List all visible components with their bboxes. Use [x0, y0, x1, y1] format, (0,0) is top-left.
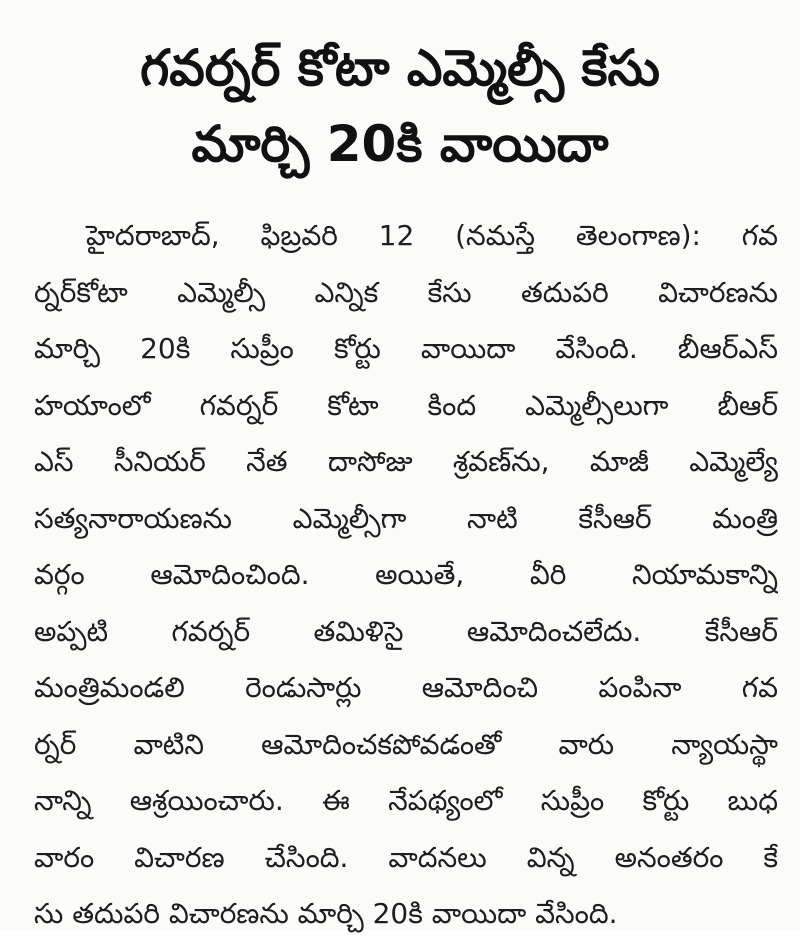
body-line: హైదరాబాద్, ఫిబ్రవరి 12 (నమస్తే తెలంగాణ): గవ: [86, 219, 778, 252]
body-line: మార్చి 20కి సుప్రీం కోర్టు వాయిదా వేసింది. బీఆర్‌ఎస్: [34, 332, 778, 365]
headline: [24, 30, 776, 182]
body-line: మంత్రిమండలి రెండుసార్లు ఆమోదించి పంపినా గవ: [34, 671, 778, 704]
body-line: ర్నర్‌కోటా ఎమ్మెల్సీ ఎన్నిక కేసు తదుపరి విచారణను: [34, 275, 778, 309]
body-line: హయాంలో గవర్నర్ కోటా కింద ఎమ్మెల్సీలుగా బీఆర్: [34, 388, 778, 422]
body-line: ర్నర్ వాటిని ఆమోదించకపోవడంతో వారు న్యాయస్థా: [34, 727, 778, 761]
body-line: వర్గం ఆమోదించింది. అయితే, వీరి నియామకాన్ని: [34, 558, 778, 591]
headline-line-1: గవర్నర్ కోటా ఎమ్మెల్సీ కేసు: [140, 39, 660, 97]
body-line: ఎస్ సీనియర్ నేత దాసోజు శ్రవణ్‌ను, మాజీ ఎమ్మెల్యే: [34, 445, 778, 478]
body-line: సత్యనారాయణను ఎమ్మెల్సీగా నాటి కేసీఆర్ మంత్రి: [34, 501, 778, 535]
body-line: వారం విచారణ చేసింది. వాదనలు విన్న అనంతరం కే: [34, 840, 778, 874]
body-line: సు తదుపరి విచారణను మార్చి 20కి వాయిదా వేసింది.: [34, 897, 618, 930]
article-body: [34, 208, 778, 943]
body-line: నాన్ని ఆశ్రయించారు. ఈ నేపథ్యంలో సుప్రీం కోర్టు బుధ: [34, 784, 778, 817]
headline-line-2: మార్చి 20కి వాయిదా: [191, 115, 609, 173]
body-line: అప్పటి గవర్నర్ తమిళిసై ఆమోదించలేదు. కేసీఆర్: [34, 614, 778, 648]
